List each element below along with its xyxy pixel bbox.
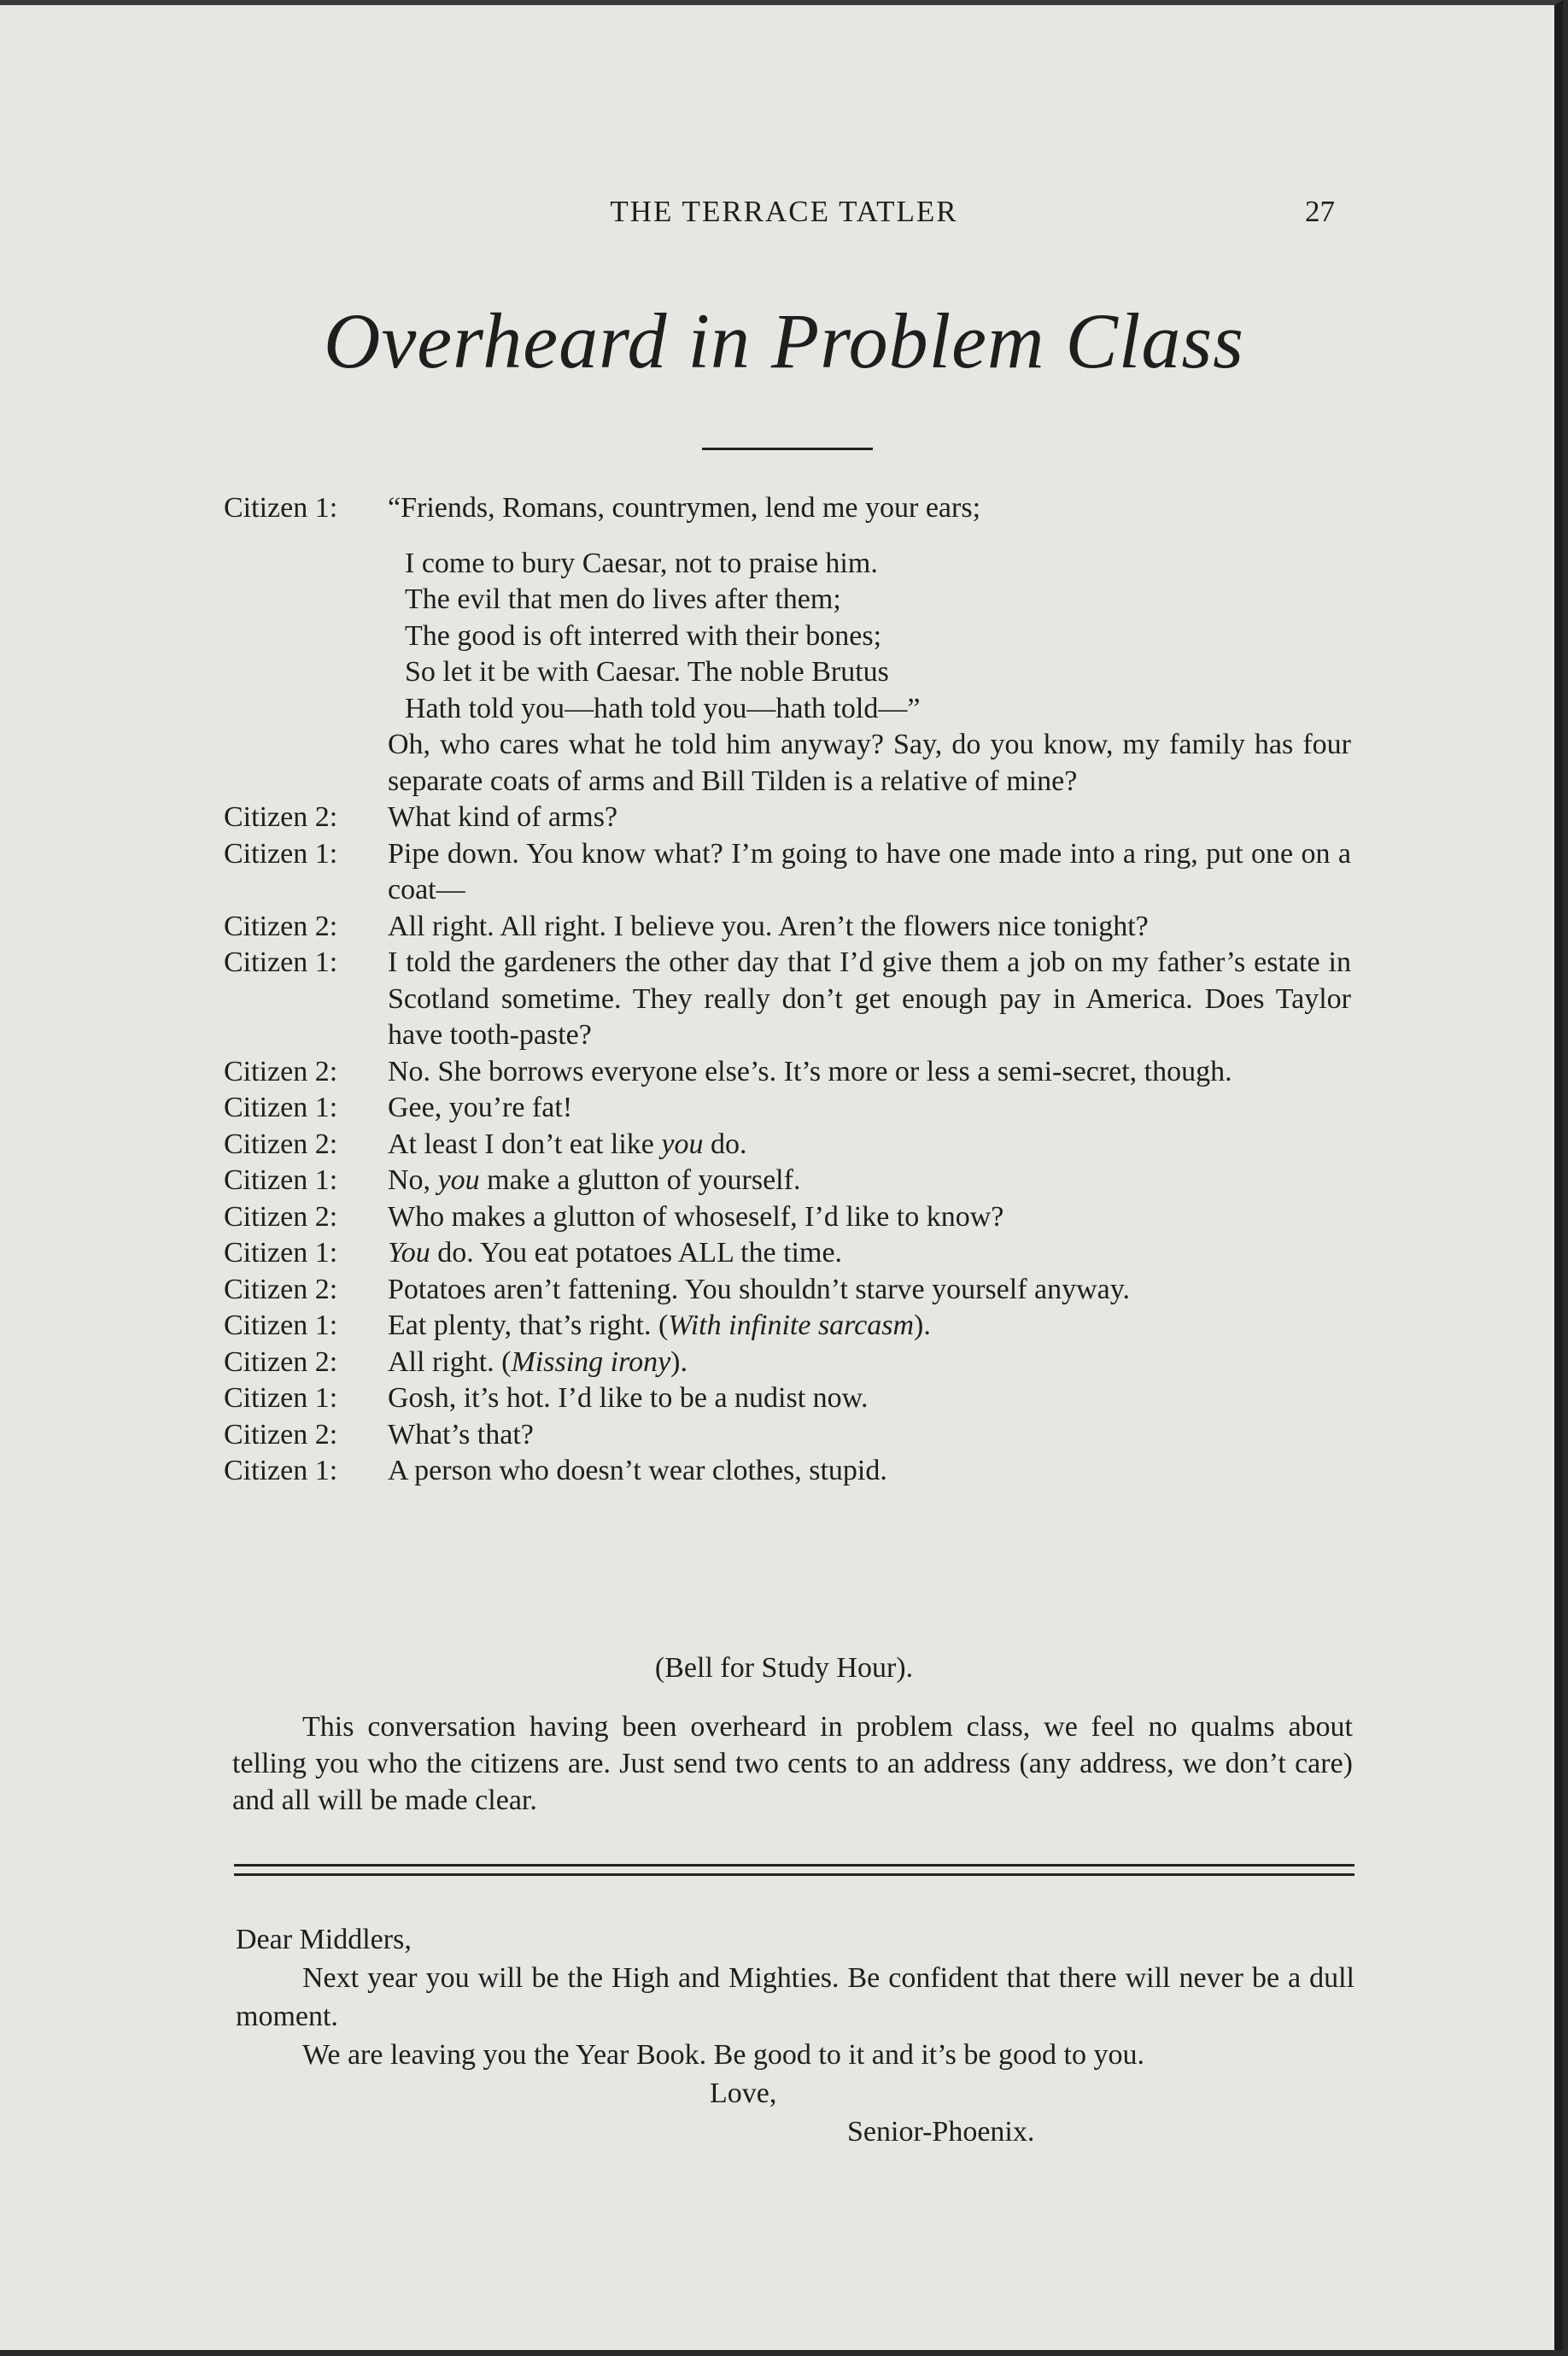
verse-line: So let it be with Caesar. The noble Brutus	[405, 656, 889, 688]
speech: Potatoes aren’t fattening. You shouldn’t starve yourself anyway.	[388, 1273, 1131, 1305]
dialogue-line	[224, 800, 1351, 836]
speaker: Citizen 1:	[224, 1310, 338, 1341]
verse-line: The evil that men do lives after them;	[405, 583, 841, 615]
dialogue-line	[224, 490, 1351, 527]
verse-block	[224, 546, 1351, 728]
speech: No. She borrows everyone else’s. It’s more or less a semi-secret, though.	[388, 1055, 1232, 1087]
letter	[236, 1920, 1354, 2151]
speech-text: ).	[914, 1310, 931, 1341]
dialogue-line	[224, 1453, 1351, 1490]
speech: What’s that?	[388, 1418, 534, 1451]
emphasis: Missing irony	[511, 1345, 671, 1378]
letter-paragraph: Next year you will be the High and Mighties. Be confident that there will never be a dull moment.	[236, 1962, 1354, 2032]
letter-valediction: Love,	[710, 2078, 777, 2109]
verse-line: I come to bury Caesar, not to praise him.	[405, 547, 878, 579]
speech: Gee, you’re fat!	[388, 1092, 573, 1123]
dialogue-line	[224, 909, 1351, 946]
dialogue-line	[224, 1163, 1351, 1199]
speaker: Citizen 1:	[224, 1455, 338, 1486]
speech	[388, 1127, 1351, 1163]
speaker: Citizen 1:	[224, 1382, 338, 1414]
dialogue-line	[224, 1054, 1351, 1091]
dialogue-line	[224, 836, 1351, 909]
speech-continuation: Oh, who cares what he told him anyway? Say, do you know, my family has four separate coats of arms and Bill Tilden is a relative of mine?	[388, 729, 1351, 797]
speaker: Citizen 2:	[224, 1128, 338, 1160]
dialogue-line	[224, 1090, 1351, 1127]
speech: I told the gardeners the other day that I’d give them a job on my father’s estate in Scotland sometime. They really don’t get enough pay in America. Does Taylor have tooth-paste?	[388, 947, 1351, 1051]
dialogue-line	[224, 1235, 1351, 1272]
emphasis: You	[388, 1237, 430, 1269]
verse-line: The good is oft interred with their bones;	[405, 619, 882, 652]
dialogue-line	[224, 1380, 1351, 1417]
dialogue-line	[224, 1345, 1351, 1381]
dialogue-line	[224, 1127, 1351, 1163]
dialogue-line	[224, 1272, 1351, 1309]
emphasis: you	[437, 1164, 480, 1196]
speaker: Citizen 1:	[224, 1237, 338, 1269]
stage-direction: (Bell for Study Hour).	[654, 1652, 914, 1684]
speech	[388, 1235, 1351, 1272]
speaker: Citizen 2:	[224, 910, 338, 942]
dialogue-line	[224, 1308, 1351, 1345]
dialogue-line	[224, 1417, 1351, 1454]
speech	[388, 1308, 1351, 1345]
speech: Pipe down. You know what? I’m going to have one made into a ring, put one on a coat—	[388, 837, 1351, 905]
speech-text: All right. (	[388, 1345, 512, 1378]
speaker: Citizen 1:	[224, 947, 338, 978]
speech-text: ).	[670, 1345, 687, 1378]
double-rule-divider	[234, 1864, 1354, 1876]
speech-text: At least I don’t eat like	[388, 1128, 662, 1160]
speech-text: make a glutton of yourself.	[479, 1164, 801, 1196]
emphasis: With infinite sarcasm	[668, 1310, 915, 1341]
speaker: Citizen 2:	[224, 1055, 338, 1087]
letter-salutation: Dear Middlers,	[236, 1924, 412, 1955]
speaker: Citizen 1:	[224, 492, 338, 524]
dialogue-line	[224, 945, 1351, 1054]
speaker: Citizen 2:	[224, 1273, 338, 1305]
letter-signature: Senior-Phoenix.	[847, 2116, 1035, 2148]
speech	[388, 1163, 1351, 1199]
verse-line: Hath told you—hath told you—hath told—”	[405, 692, 921, 724]
speaker: Citizen 2:	[224, 1418, 338, 1451]
speech	[388, 1345, 1351, 1381]
speaker: Citizen 2:	[224, 1200, 338, 1233]
closing-paragraph: This conversation having been overheard in problem class, we feel no qualms about telling you who the citizens are. Just send two cents to an address (any address, we don’t care) and all will be made clear.	[232, 1711, 1353, 1816]
speech-text: Eat plenty, that’s right. (	[388, 1310, 669, 1341]
speech: Gosh, it’s hot. I’d like to be a nudist now.	[388, 1382, 869, 1414]
page-number: 27	[1305, 195, 1335, 228]
speaker: Citizen 1:	[224, 837, 338, 870]
dialogue-line	[224, 1199, 1351, 1236]
speaker: Citizen 2:	[224, 801, 338, 833]
speech: All right. All right. I believe you. Aren’t the flowers nice tonight?	[388, 910, 1149, 942]
title-rule	[702, 448, 873, 450]
speech: A person who doesn’t wear clothes, stupid.	[388, 1455, 887, 1486]
speaker: Citizen 1:	[224, 1092, 338, 1123]
speech: What kind of arms?	[388, 801, 618, 833]
speaker: Citizen 2:	[224, 1345, 338, 1378]
dialogue	[224, 490, 1351, 1490]
speaker: Citizen 1:	[224, 1164, 338, 1196]
page-title: Overheard in Problem Class	[324, 297, 1244, 384]
speech-text: No,	[388, 1164, 438, 1196]
speech-text: do.	[703, 1128, 747, 1160]
letter-paragraph: We are leaving you the Year Book. Be good to it and it’s be good to you.	[302, 2039, 1144, 2071]
speech-text: do. You eat potatoes ALL the time.	[430, 1237, 843, 1269]
emphasis: you	[661, 1128, 704, 1160]
speech: Who makes a glutton of whoseself, I’d like to know?	[388, 1200, 1004, 1233]
running-title: THE TERRACE TATLER	[610, 195, 958, 228]
speech: “Friends, Romans, countrymen, lend me your ears;	[388, 492, 981, 524]
